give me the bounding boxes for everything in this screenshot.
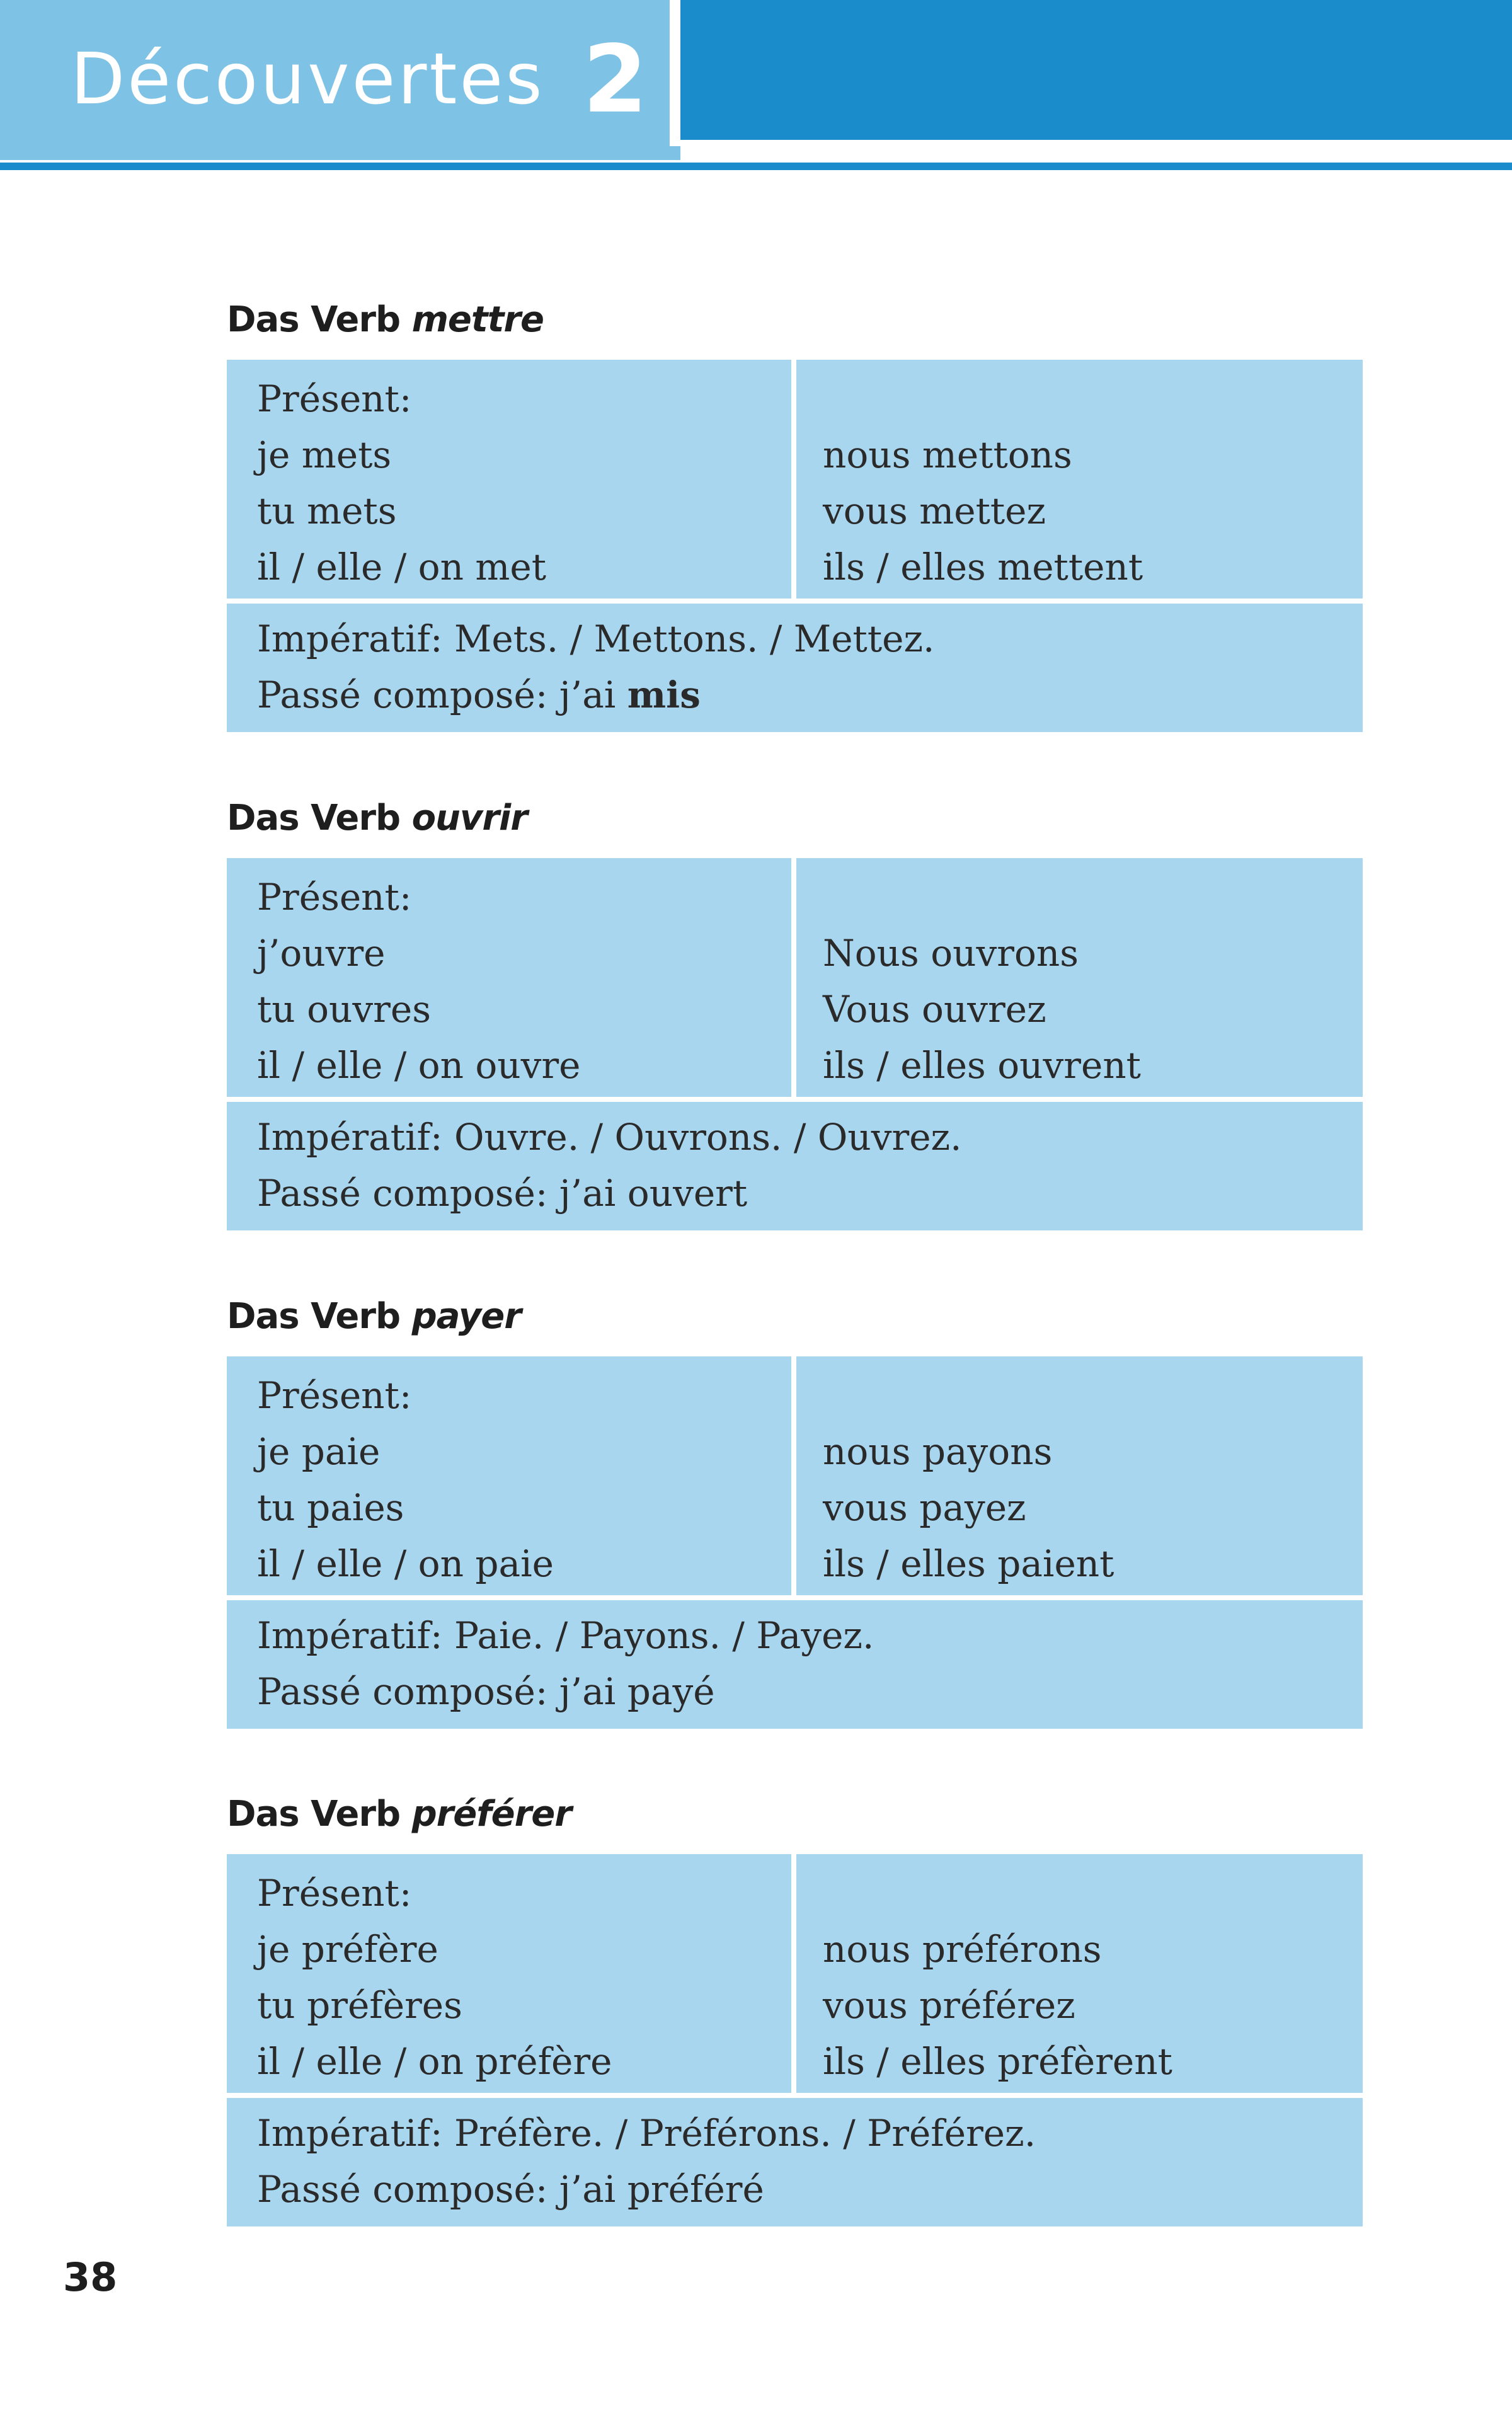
present-left-cell <box>227 858 791 1097</box>
conjugation-form: il / elle / on paie <box>257 1542 554 1585</box>
conjugation-form: tu préfères <box>257 1984 462 2027</box>
present-left-cell <box>227 360 791 599</box>
passe-compose-value: mis <box>627 673 701 716</box>
page-number: 38 <box>63 2254 118 2300</box>
conjugation-form: tu paies <box>257 1486 404 1529</box>
section-title <box>227 1786 1363 1843</box>
passe-compose-value: ouvert <box>627 1172 748 1215</box>
conjugation-form: ils / elles paient <box>823 1542 1114 1585</box>
conjugation-form: nous mettons <box>823 433 1072 476</box>
section-verb: préférer <box>411 1794 571 1835</box>
imperatif-line: Impératif: Ouvre. / Ouvrons. / Ouvrez. <box>257 1116 962 1159</box>
section-title-prefix: Das Verb <box>227 1296 401 1337</box>
conjugation-form: Nous ouvrons <box>823 932 1079 975</box>
passe-compose-label: Passé composé: j’ai <box>257 1172 616 1215</box>
conjugation-form: tu mets <box>257 490 397 532</box>
section-title <box>227 790 1363 847</box>
section-title-prefix: Das Verb <box>227 1794 401 1835</box>
header-gap <box>670 0 680 146</box>
conjugation-form: vous payez <box>823 1486 1026 1529</box>
present-right-cell <box>796 1356 1363 1595</box>
conjugation-form: nous payons <box>823 1430 1053 1473</box>
passe-compose-line <box>257 1166 1363 1222</box>
present-right-cell <box>796 360 1363 599</box>
section-title-prefix: Das Verb <box>227 798 401 839</box>
present-left-cell <box>227 1356 791 1595</box>
conjugation-form: ils / elles préfèrent <box>823 2040 1172 2083</box>
conjugation-form: je paie <box>257 1430 381 1473</box>
verb-section-mettre <box>227 292 1363 732</box>
present-label: Présent: <box>257 876 412 919</box>
present-right-cell <box>796 1854 1363 2093</box>
header-band-light-extension <box>0 146 680 160</box>
present-label: Présent: <box>257 377 412 420</box>
passe-compose-line <box>257 667 1363 723</box>
imperatif-line: Impératif: Mets. / Mettons. / Mettez. <box>257 617 935 660</box>
conjugation-form: ils / elles mettent <box>823 546 1143 588</box>
conjugation-table <box>227 858 1363 1230</box>
conjugation-form: vous mettez <box>823 490 1046 532</box>
present-right-cell <box>796 858 1363 1097</box>
conjugation-form: tu ouvres <box>257 988 431 1031</box>
imperatif-passe-cell <box>227 1600 1363 1729</box>
conjugation-form: j’ouvre <box>257 932 386 975</box>
header-rule <box>0 163 1512 170</box>
verb-section-payer <box>227 1288 1363 1729</box>
section-verb: ouvrir <box>411 798 527 839</box>
conjugation-form: nous préférons <box>823 1928 1102 1971</box>
passe-compose-line <box>257 2162 1363 2218</box>
passe-compose-line <box>257 1664 1363 1720</box>
present-label: Présent: <box>257 1374 412 1417</box>
conjugation-form: il / elle / on préfère <box>257 2040 612 2083</box>
conjugation-form: il / elle / on ouvre <box>257 1044 581 1087</box>
section-title <box>227 292 1363 348</box>
conjugation-form: il / elle / on met <box>257 546 547 588</box>
imperatif-passe-cell <box>227 1102 1363 1230</box>
imperatif-line: Impératif: Paie. / Payons. / Payez. <box>257 1614 874 1657</box>
imperatif-line: Impératif: Préfère. / Préférons. / Préférez. <box>257 2112 1036 2155</box>
section-verb: mettre <box>411 299 544 340</box>
passe-compose-label: Passé composé: j’ai <box>257 673 616 716</box>
passe-compose-value: payé <box>627 1670 715 1713</box>
conjugation-form: je mets <box>257 433 392 476</box>
verb-section-ouvrir <box>227 790 1363 1230</box>
passe-compose-label: Passé composé: j’ai <box>257 1670 616 1713</box>
conjugation-form: ils / elles ouvrent <box>823 1044 1141 1087</box>
conjugation-form: vous préférez <box>823 1984 1075 2027</box>
header-band-dark <box>680 0 1512 140</box>
conjugation-table <box>227 1356 1363 1729</box>
passe-compose-label: Passé composé: j’ai <box>257 2168 616 2211</box>
passe-compose-value: préféré <box>627 2168 764 2211</box>
present-label: Présent: <box>257 1872 412 1915</box>
book-title: Découvertes <box>71 38 545 120</box>
book-volume-number: 2 <box>583 25 648 134</box>
conjugation-table <box>227 1854 1363 2226</box>
section-title-prefix: Das Verb <box>227 299 401 340</box>
imperatif-passe-cell <box>227 604 1363 732</box>
imperatif-passe-cell <box>227 2098 1363 2226</box>
verb-section-preferer <box>227 1786 1363 2226</box>
conjugation-form: Vous ouvrez <box>823 988 1046 1031</box>
present-left-cell <box>227 1854 791 2093</box>
section-title <box>227 1288 1363 1345</box>
conjugation-table <box>227 360 1363 732</box>
conjugation-form: je préfère <box>257 1928 438 1971</box>
section-verb: payer <box>411 1296 521 1337</box>
